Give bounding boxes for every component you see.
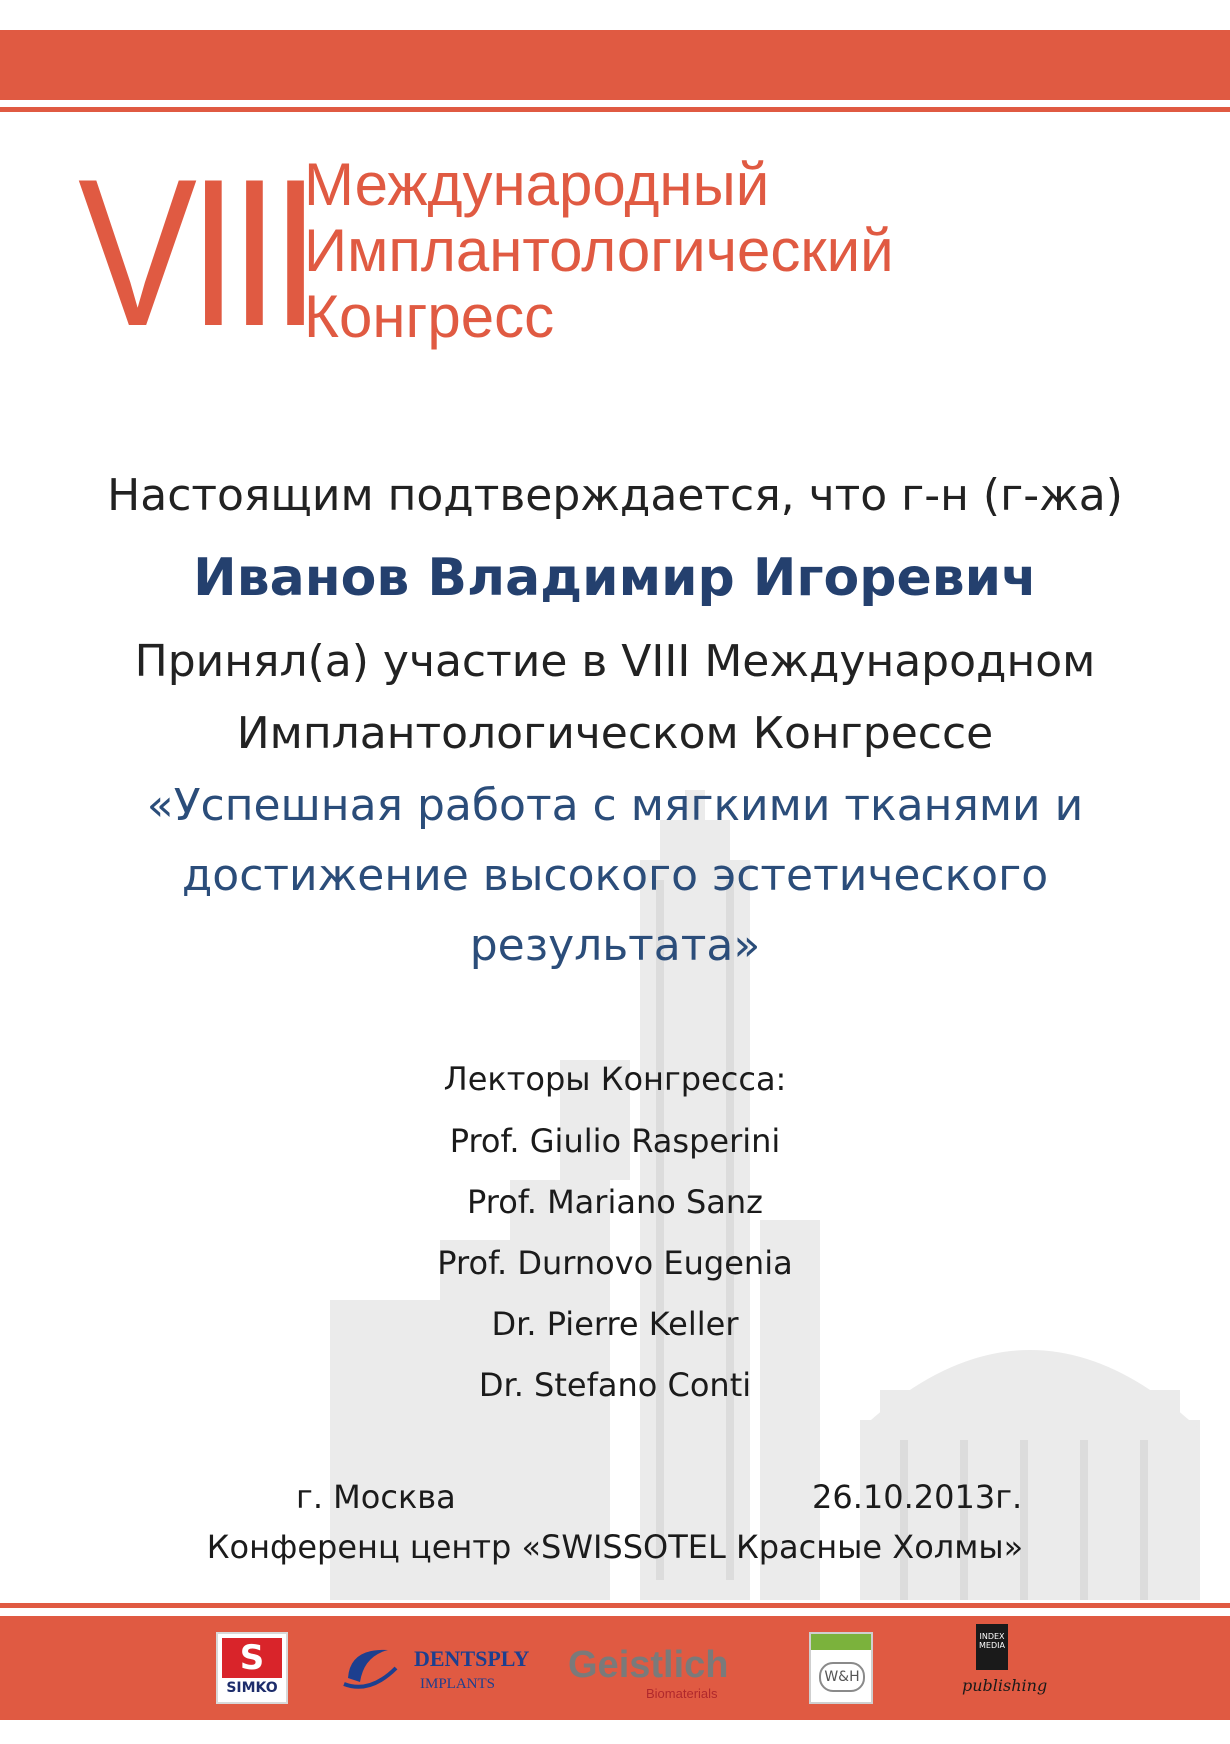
participation-line-1: Принял(а) участие в VIII Международном bbox=[134, 636, 1096, 687]
top-accent-band bbox=[0, 30, 1230, 100]
congress-roman-numeral: VIII bbox=[78, 135, 312, 370]
dentsply-logo bbox=[340, 1622, 530, 1714]
topic-line-2: достижение высокого эстетического bbox=[181, 850, 1049, 901]
participation-line-2: Имплантологическом Конгрессе bbox=[236, 708, 994, 759]
event-city: г. Москва bbox=[296, 1478, 456, 1516]
top-accent-line bbox=[0, 107, 1230, 112]
lecturer-name: Prof. Giulio Rasperini bbox=[449, 1122, 781, 1160]
simko-logo: S SIMKO bbox=[214, 1622, 290, 1714]
confirmation-text: Настоящим подтверждается, что г-н (г-жа) bbox=[107, 470, 1123, 521]
simko-logo-text: SIMKO bbox=[226, 1680, 278, 1696]
dentsply-swoosh-icon bbox=[340, 1638, 400, 1698]
wh-logo-text: W&H bbox=[819, 1662, 865, 1692]
dentsply-implants-text: IMPLANTS bbox=[420, 1676, 496, 1692]
index-media-publishing-text: publishing bbox=[962, 1676, 1048, 1695]
geistlich-biomaterials-text: Biomaterials bbox=[646, 1686, 718, 1701]
lecturer-name: Dr. Pierre Keller bbox=[491, 1305, 739, 1343]
index-media-text-top: INDEX bbox=[979, 1632, 1005, 1641]
lecturer-name: Dr. Stefano Conti bbox=[478, 1366, 752, 1404]
index-media-logo bbox=[958, 1622, 1058, 1714]
geistlich-logo bbox=[568, 1622, 738, 1714]
geistlich-logo-text: Geistlich bbox=[568, 1644, 729, 1686]
wh-logo bbox=[808, 1622, 874, 1714]
lecturer-name: Prof. Mariano Sanz bbox=[467, 1183, 763, 1221]
congress-title-line-3: Конгресс bbox=[304, 283, 555, 350]
congress-title-line-2: Имплантологический bbox=[304, 217, 894, 284]
bottom-accent-line bbox=[0, 1603, 1230, 1608]
topic-line-3: результата» bbox=[469, 920, 761, 971]
lecturer-name: Prof. Durnovo Eugenia bbox=[437, 1244, 793, 1282]
event-venue: Конференц центр «SWISSOTEL Красные Холмы» bbox=[206, 1528, 1024, 1566]
event-date: 26.10.2013г. bbox=[812, 1478, 1023, 1516]
congress-title bbox=[304, 152, 894, 350]
lecturers-title: Лекторы Конгресса: bbox=[443, 1060, 787, 1098]
congress-title-line-1: Международный bbox=[304, 151, 770, 218]
topic-line-1: «Успешная работа с мягкими тканями и bbox=[146, 780, 1084, 831]
participant-name: Иванов Владимир Игоревич bbox=[193, 548, 1037, 608]
index-media-text-mid: MEDIA bbox=[979, 1641, 1005, 1650]
dentsply-logo-text: DENTSPLY bbox=[414, 1646, 530, 1671]
